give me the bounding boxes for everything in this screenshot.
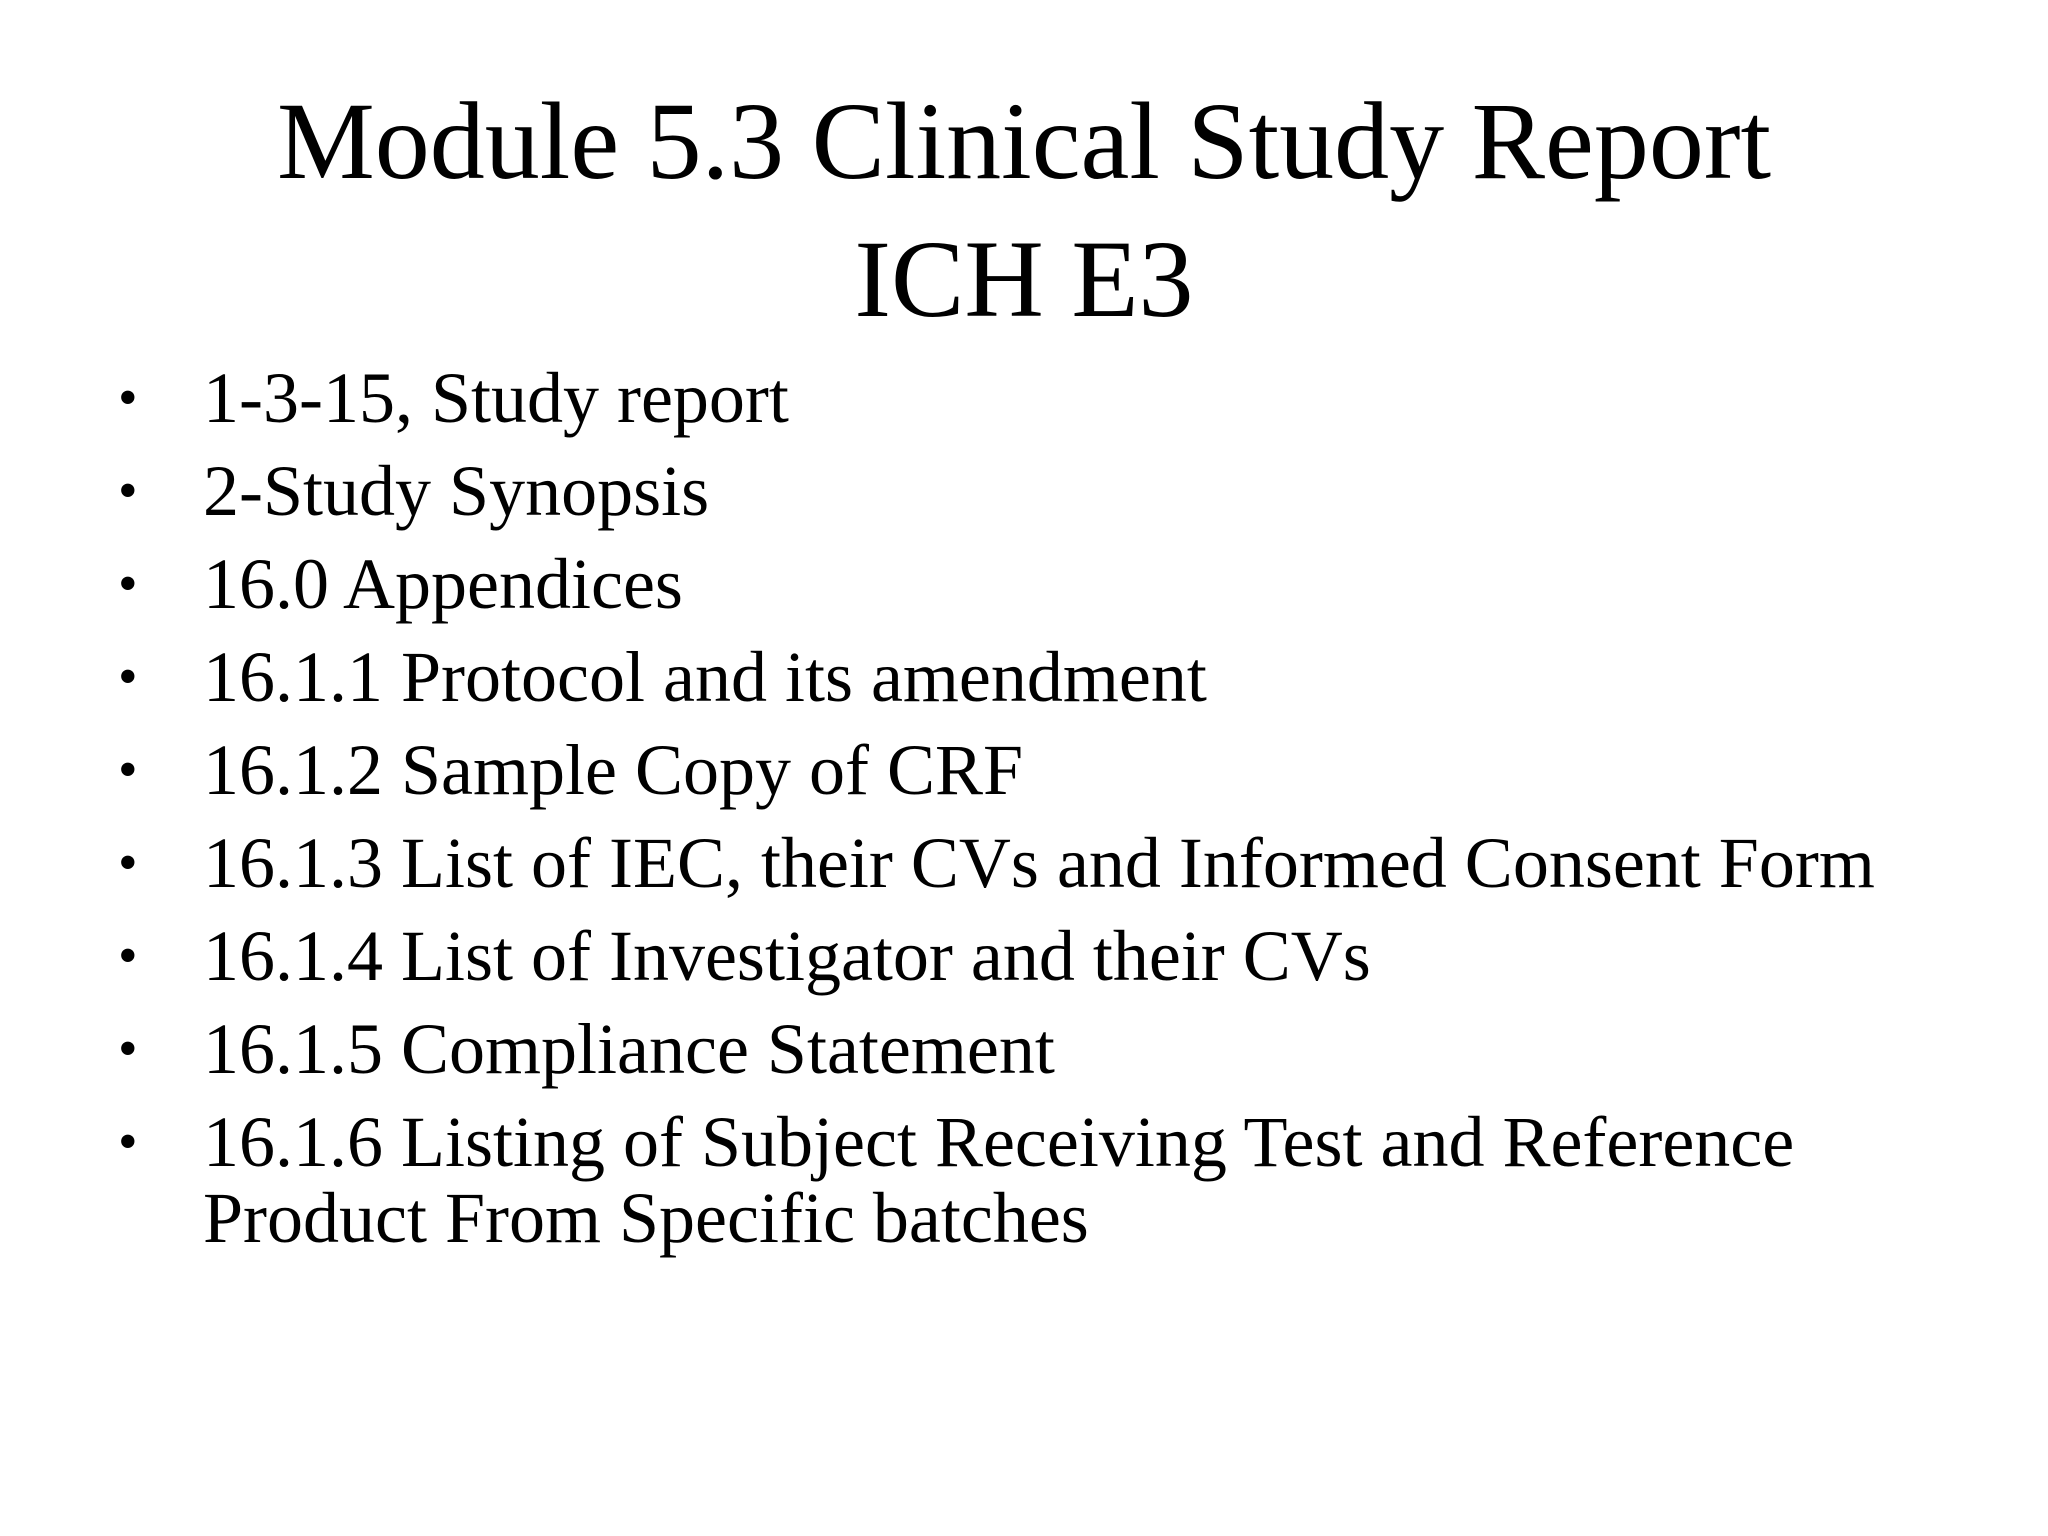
bullet-icon: • (118, 1018, 138, 1080)
list-item-text: 16.0 Appendices (203, 544, 683, 624)
list-item (118, 1104, 1943, 1256)
bullet-icon: • (118, 739, 138, 801)
bullet-icon: • (118, 553, 138, 615)
title-line-1: Module 5.3 Clinical Study Report (276, 80, 1772, 202)
bullet-icon: • (118, 1111, 138, 1173)
list-item (118, 918, 1943, 994)
list-item (118, 360, 1943, 436)
bullet-list (118, 360, 1943, 1273)
slide-title (0, 72, 2048, 348)
list-item-text: 2-Study Synopsis (203, 451, 710, 531)
bullet-icon: • (118, 367, 138, 429)
list-item-text: 16.1.6 Listing of Subject Receiving Test and Reference Product From Specific batches (203, 1102, 1795, 1258)
list-item (118, 639, 1943, 715)
list-item-text: 1-3-15, Study report (203, 358, 789, 438)
title-line-2: ICH E3 (854, 218, 1194, 340)
list-item-text: 16.1.1 Protocol and its amendment (203, 637, 1207, 717)
bullet-icon: • (118, 925, 138, 987)
list-item-text: 16.1.3 List of IEC, their CVs and Informed Consent Form (203, 823, 1875, 903)
list-item (118, 825, 1943, 901)
list-item (118, 1011, 1943, 1087)
list-item (118, 732, 1943, 808)
list-item (118, 453, 1943, 529)
list-item-text: 16.1.2 Sample Copy of CRF (203, 730, 1024, 810)
bullet-icon: • (118, 832, 138, 894)
bullet-icon: • (118, 460, 138, 522)
list-item-text: 16.1.4 List of Investigator and their CVs (203, 916, 1371, 996)
bullet-icon: • (118, 646, 138, 708)
list-item (118, 546, 1943, 622)
list-item-text: 16.1.5 Compliance Statement (203, 1009, 1055, 1089)
